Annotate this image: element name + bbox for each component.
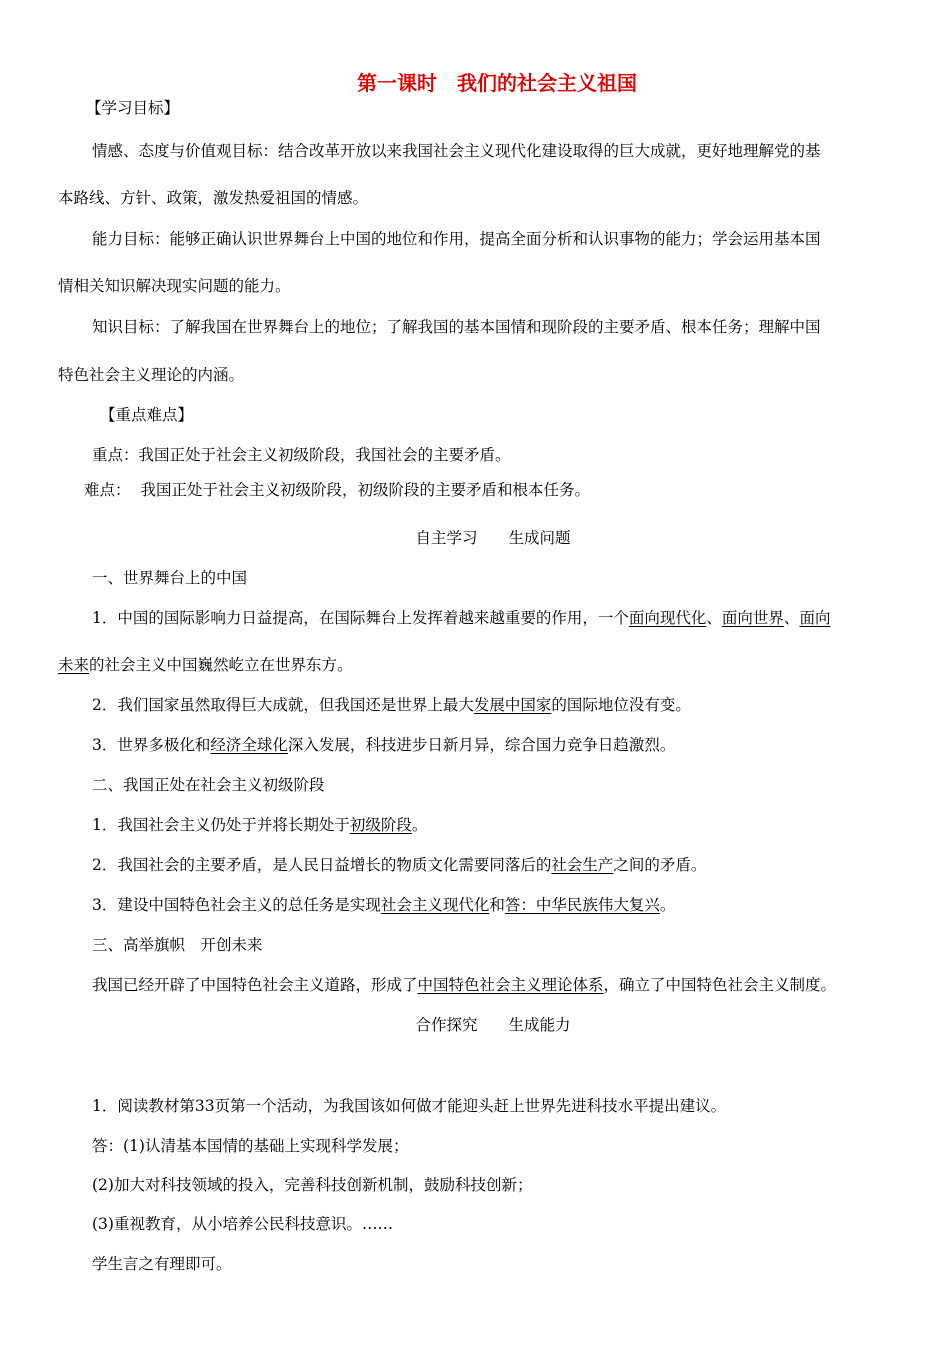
answer-underline: 中国特色社会主义理论体系	[417, 976, 604, 994]
objective-ability-line-2: 情相关知识解决现实问题的能力。	[58, 277, 291, 295]
text-span: 、	[706, 609, 722, 627]
cooperation-question-1: 1．阅读教材第33页第一个活动，为我国该如何做才能迎头赶上世界先进科技水平提出建议。	[92, 1097, 727, 1115]
text-span: 3．建设中国特色社会主义的总任务是实现	[92, 896, 381, 914]
section-2-item-2	[92, 855, 706, 875]
section-2-item-1	[92, 815, 427, 835]
answer-underline: 面向	[799, 609, 831, 627]
cooperation-heading-a: 合作探究	[415, 1016, 478, 1034]
difficulty-line	[84, 480, 590, 500]
text-span: 。	[411, 816, 428, 834]
text-span: 之间的矛盾。	[613, 856, 707, 874]
cooperation-heading-b: 生成能力	[508, 1016, 571, 1034]
self-study-heading-b: 生成问题	[508, 529, 571, 547]
objectives-heading: 【学习目标】	[86, 99, 180, 117]
text-span: 的国际地位没有变。	[551, 696, 691, 714]
answer-underline: 答：中华民族伟大复兴	[504, 896, 660, 914]
section-3-paragraph	[92, 975, 836, 995]
answer-underline: 面向世界	[721, 609, 784, 627]
cooperation-answer-2: (2)加大对科技领域的投入，完善科技创新机制，鼓励科技创新；	[92, 1176, 533, 1194]
text-span: 2．我们国家虽然取得巨大成就，但我国还是世界上最大	[92, 696, 474, 714]
text-span: 1．我国社会主义仍处于并将长期处于	[92, 816, 350, 834]
section-2-title: 二、我国正处在社会主义初级阶段	[92, 776, 325, 794]
section-2-item-3	[92, 895, 675, 915]
objective-knowledge-line-2: 特色社会主义理论的内涵。	[58, 366, 245, 384]
objective-emotion-line-2: 本路线、方针、政策，激发热爱祖国的情感。	[58, 189, 369, 207]
difficulty-text: 我国正处于社会主义初级阶段，初级阶段的主要矛盾和根本任务。	[140, 481, 591, 499]
cooperation-note: 学生言之有理即可。	[92, 1255, 232, 1273]
text-span: ，确立了中国特色社会主义制度。	[603, 976, 837, 994]
text-span: 3．世界多极化和	[92, 736, 211, 754]
answer-underline: 社会主义现代化	[380, 896, 490, 914]
self-study-heading	[0, 528, 950, 548]
self-study-heading-a: 自主学习	[415, 529, 478, 547]
cooperation-heading	[0, 1015, 950, 1035]
key-point-text: 重点：我国正处于社会主义初级阶段，我国社会的主要矛盾。	[92, 446, 511, 464]
section-1-item-1-line-2	[58, 655, 353, 675]
text-span: 和	[489, 896, 505, 914]
text-span: 我国已经开辟了中国特色社会主义道路，形成了	[92, 976, 418, 994]
answer-underline: 初级阶段	[349, 816, 412, 834]
key-points-heading: 【重点难点】	[100, 406, 194, 424]
answer-underline: 经济全球化	[210, 736, 288, 754]
answer-underline: 面向现代化	[628, 609, 707, 627]
cooperation-answer-1: 答：(1)认清基本国情的基础上实现科学发展；	[92, 1137, 409, 1155]
section-3-title: 三、高举旗帜 开创未来	[92, 936, 263, 954]
objective-ability-line-1: 能力目标：能够正确认识世界舞台上中国的地位和作用，提高全面分析和认识事物的能力；学会运用基本国	[92, 230, 821, 248]
text-span: 1．中国的国际影响力日益提高，在国际舞台上发挥着越来越重要的作用，一个	[92, 609, 629, 627]
difficulty-label: 难点：	[84, 481, 131, 499]
answer-underline: 社会生产	[551, 856, 614, 874]
objective-knowledge-line-1: 知识目标：了解我国在世界舞台上的地位；了解我国的基本国情和现阶段的主要矛盾、根本任务；理解中国	[92, 318, 821, 336]
text-span: 深入发展，科技进步日新月异，综合国力竞争日趋激烈。	[287, 736, 676, 754]
objective-emotion-line-1: 情感、态度与价值观目标：结合改革开放以来我国社会主义现代化建设取得的巨大成就，更好地理解党的基	[92, 142, 821, 160]
page-title: 第一课时 我们的社会主义祖国	[357, 71, 637, 95]
cooperation-answer-3: (3)重视教育，从小培养公民科技意识。……	[92, 1215, 393, 1233]
section-1-title: 一、世界舞台上的中国	[92, 569, 248, 587]
answer-underline: 发展中国家	[473, 696, 552, 714]
text-span: 、	[783, 609, 800, 627]
text-span: 2．我国社会的主要矛盾，是人民日益增长的物质文化需要同落后的	[92, 856, 552, 874]
text-span: 。	[659, 896, 676, 914]
text-span: 的社会主义中国巍然屹立在世界东方。	[89, 656, 353, 674]
section-1-item-1-line-1	[92, 608, 830, 628]
answer-underline: 未来	[58, 656, 90, 674]
section-1-item-2	[92, 695, 691, 715]
section-1-item-3	[92, 735, 675, 755]
